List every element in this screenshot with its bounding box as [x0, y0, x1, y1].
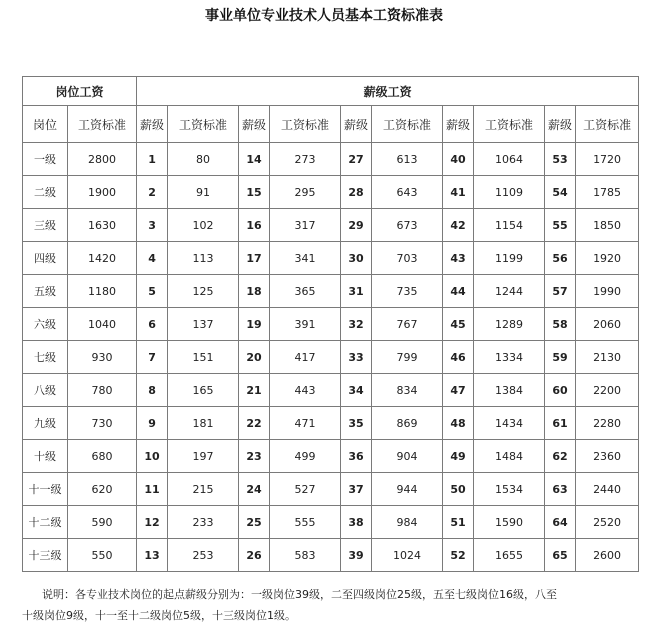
grade-cell: 56	[545, 242, 576, 275]
position-standard-cell: 590	[68, 506, 137, 539]
table-row	[23, 374, 639, 407]
grade-cell: 54	[545, 176, 576, 209]
grade-standard-cell: 137	[168, 308, 239, 341]
standard-column-header: 工资标准	[270, 106, 341, 143]
grade-standard-cell: 2360	[576, 440, 639, 473]
grade-standard-cell: 443	[270, 374, 341, 407]
table-row	[23, 341, 639, 374]
grade-standard-cell: 499	[270, 440, 341, 473]
grade-cell: 45	[443, 308, 474, 341]
grade-cell: 63	[545, 473, 576, 506]
table-row	[23, 242, 639, 275]
grade-standard-cell: 2600	[576, 539, 639, 572]
grade-cell: 32	[341, 308, 372, 341]
grade-standard-cell: 834	[372, 374, 443, 407]
position-level-cell: 八级	[23, 374, 68, 407]
grade-cell: 3	[137, 209, 168, 242]
grade-cell: 51	[443, 506, 474, 539]
position-standard-cell: 780	[68, 374, 137, 407]
grade-cell: 48	[443, 407, 474, 440]
grade-standard-cell: 2060	[576, 308, 639, 341]
table-row	[23, 539, 639, 572]
grade-standard-cell: 80	[168, 143, 239, 176]
standard-column-header: 工资标准	[372, 106, 443, 143]
table-row	[23, 440, 639, 473]
position-level-cell: 二级	[23, 176, 68, 209]
grade-cell: 40	[443, 143, 474, 176]
standard-column-header: 工资标准	[168, 106, 239, 143]
scale-salary-header: 薪级工资	[137, 77, 639, 106]
grade-cell: 50	[443, 473, 474, 506]
grade-standard-cell: 113	[168, 242, 239, 275]
table-row	[23, 308, 639, 341]
grade-cell: 11	[137, 473, 168, 506]
grade-cell: 37	[341, 473, 372, 506]
position-level-cell: 十三级	[23, 539, 68, 572]
grade-standard-cell: 1154	[474, 209, 545, 242]
grade-cell: 55	[545, 209, 576, 242]
table-body	[23, 77, 639, 572]
grade-standard-cell: 767	[372, 308, 443, 341]
grade-column-header: 薪级	[137, 106, 168, 143]
page-title: 事业单位专业技术人员基本工资标准表	[205, 8, 443, 24]
grade-cell: 19	[239, 308, 270, 341]
position-standard-cell: 1180	[68, 275, 137, 308]
grade-standard-cell: 1720	[576, 143, 639, 176]
grade-cell: 21	[239, 374, 270, 407]
position-standard-cell: 730	[68, 407, 137, 440]
position-salary-header: 岗位工资	[23, 77, 137, 106]
grade-cell: 13	[137, 539, 168, 572]
grade-standard-cell: 1484	[474, 440, 545, 473]
grade-cell: 47	[443, 374, 474, 407]
footnote-line-2: 十级岗位9级，十一至十二级岗位5级，十三级岗位1级。	[22, 609, 296, 622]
grade-standard-cell: 471	[270, 407, 341, 440]
grade-cell: 59	[545, 341, 576, 374]
grade-cell: 42	[443, 209, 474, 242]
grade-cell: 64	[545, 506, 576, 539]
grade-cell: 18	[239, 275, 270, 308]
grade-cell: 24	[239, 473, 270, 506]
grade-cell: 25	[239, 506, 270, 539]
grade-column-header: 薪级	[545, 106, 576, 143]
grade-standard-cell: 1064	[474, 143, 545, 176]
table-row	[23, 275, 639, 308]
grade-cell: 7	[137, 341, 168, 374]
grade-cell: 1	[137, 143, 168, 176]
position-standard-cell: 930	[68, 341, 137, 374]
grade-standard-cell: 904	[372, 440, 443, 473]
table-row	[23, 209, 639, 242]
grade-standard-cell: 102	[168, 209, 239, 242]
grade-cell: 34	[341, 374, 372, 407]
grade-cell: 38	[341, 506, 372, 539]
position-standard-cell: 1630	[68, 209, 137, 242]
grade-cell: 58	[545, 308, 576, 341]
grade-standard-cell: 984	[372, 506, 443, 539]
position-level-cell: 三级	[23, 209, 68, 242]
grade-cell: 29	[341, 209, 372, 242]
grade-standard-cell: 703	[372, 242, 443, 275]
grade-cell: 41	[443, 176, 474, 209]
grade-cell: 6	[137, 308, 168, 341]
grade-cell: 23	[239, 440, 270, 473]
position-level-cell: 六级	[23, 308, 68, 341]
grade-cell: 35	[341, 407, 372, 440]
grade-standard-cell: 673	[372, 209, 443, 242]
grade-standard-cell: 1434	[474, 407, 545, 440]
grade-cell: 52	[443, 539, 474, 572]
grade-standard-cell: 365	[270, 275, 341, 308]
grade-cell: 20	[239, 341, 270, 374]
grade-standard-cell: 2520	[576, 506, 639, 539]
grade-cell: 15	[239, 176, 270, 209]
grade-standard-cell: 643	[372, 176, 443, 209]
grade-cell: 12	[137, 506, 168, 539]
grade-standard-cell: 151	[168, 341, 239, 374]
grade-standard-cell: 197	[168, 440, 239, 473]
position-level-cell: 十二级	[23, 506, 68, 539]
position-level-cell: 七级	[23, 341, 68, 374]
grade-standard-cell: 1384	[474, 374, 545, 407]
table-row	[23, 506, 639, 539]
grade-standard-cell: 417	[270, 341, 341, 374]
grade-standard-cell: 341	[270, 242, 341, 275]
grade-standard-cell: 181	[168, 407, 239, 440]
grade-cell: 65	[545, 539, 576, 572]
position-level-cell: 十级	[23, 440, 68, 473]
grade-standard-cell: 527	[270, 473, 341, 506]
grade-standard-cell: 1590	[474, 506, 545, 539]
salary-table	[22, 76, 639, 572]
grade-standard-cell: 165	[168, 374, 239, 407]
position-standard-cell: 2800	[68, 143, 137, 176]
grade-standard-cell: 1655	[474, 539, 545, 572]
table-row	[23, 407, 639, 440]
grade-column-header: 薪级	[341, 106, 372, 143]
grade-cell: 61	[545, 407, 576, 440]
grade-standard-cell: 583	[270, 539, 341, 572]
grade-cell: 26	[239, 539, 270, 572]
column-header-row	[23, 106, 639, 143]
position-standard-cell: 1420	[68, 242, 137, 275]
grade-standard-cell: 1334	[474, 341, 545, 374]
grade-cell: 49	[443, 440, 474, 473]
grade-standard-cell: 869	[372, 407, 443, 440]
position-level-cell: 十一级	[23, 473, 68, 506]
grade-cell: 28	[341, 176, 372, 209]
grade-cell: 31	[341, 275, 372, 308]
grade-cell: 30	[341, 242, 372, 275]
grade-standard-cell: 1024	[372, 539, 443, 572]
grade-standard-cell: 735	[372, 275, 443, 308]
grade-standard-cell: 1534	[474, 473, 545, 506]
position-level-cell: 九级	[23, 407, 68, 440]
grade-cell: 5	[137, 275, 168, 308]
group-header-row	[23, 77, 639, 106]
grade-cell: 46	[443, 341, 474, 374]
grade-cell: 2	[137, 176, 168, 209]
position-standard-column-header: 工资标准	[68, 106, 137, 143]
grade-cell: 4	[137, 242, 168, 275]
grade-standard-cell: 253	[168, 539, 239, 572]
grade-standard-cell: 125	[168, 275, 239, 308]
grade-standard-cell: 2280	[576, 407, 639, 440]
footnote-line-1: 说明：各专业技术岗位的起点薪级分别为：一级岗位39级，二至四级岗位25级，五至七级岗位16级，八至	[42, 588, 557, 601]
grade-standard-cell: 555	[270, 506, 341, 539]
position-level-cell: 五级	[23, 275, 68, 308]
grade-standard-cell: 391	[270, 308, 341, 341]
grade-standard-cell: 799	[372, 341, 443, 374]
grade-cell: 10	[137, 440, 168, 473]
position-level-cell: 四级	[23, 242, 68, 275]
grade-cell: 39	[341, 539, 372, 572]
position-level-cell: 一级	[23, 143, 68, 176]
standard-column-header: 工资标准	[474, 106, 545, 143]
grade-column-header: 薪级	[239, 106, 270, 143]
grade-cell: 16	[239, 209, 270, 242]
grade-standard-cell: 1785	[576, 176, 639, 209]
grade-standard-cell: 613	[372, 143, 443, 176]
footnote	[22, 584, 630, 626]
grade-cell: 62	[545, 440, 576, 473]
grade-standard-cell: 1244	[474, 275, 545, 308]
table-row	[23, 473, 639, 506]
position-column-header: 岗位	[23, 106, 68, 143]
grade-standard-cell: 1920	[576, 242, 639, 275]
table-row	[23, 176, 639, 209]
grade-standard-cell: 2440	[576, 473, 639, 506]
position-standard-cell: 620	[68, 473, 137, 506]
grade-standard-cell: 1850	[576, 209, 639, 242]
position-standard-cell: 680	[68, 440, 137, 473]
grade-cell: 36	[341, 440, 372, 473]
table-row	[23, 143, 639, 176]
grade-standard-cell: 1199	[474, 242, 545, 275]
grade-standard-cell: 944	[372, 473, 443, 506]
grade-standard-cell: 2200	[576, 374, 639, 407]
grade-cell: 8	[137, 374, 168, 407]
grade-standard-cell: 233	[168, 506, 239, 539]
grade-cell: 53	[545, 143, 576, 176]
grade-standard-cell: 317	[270, 209, 341, 242]
grade-standard-cell: 215	[168, 473, 239, 506]
grade-cell: 27	[341, 143, 372, 176]
standard-column-header: 工资标准	[576, 106, 639, 143]
grade-standard-cell: 1990	[576, 275, 639, 308]
grade-cell: 14	[239, 143, 270, 176]
grade-standard-cell: 295	[270, 176, 341, 209]
grade-cell: 43	[443, 242, 474, 275]
position-standard-cell: 550	[68, 539, 137, 572]
grade-cell: 60	[545, 374, 576, 407]
grade-standard-cell: 91	[168, 176, 239, 209]
grade-cell: 22	[239, 407, 270, 440]
grade-standard-cell: 2130	[576, 341, 639, 374]
grade-cell: 33	[341, 341, 372, 374]
grade-standard-cell: 273	[270, 143, 341, 176]
grade-cell: 9	[137, 407, 168, 440]
grade-standard-cell: 1289	[474, 308, 545, 341]
grade-cell: 17	[239, 242, 270, 275]
grade-standard-cell: 1109	[474, 176, 545, 209]
position-standard-cell: 1900	[68, 176, 137, 209]
grade-cell: 57	[545, 275, 576, 308]
grade-cell: 44	[443, 275, 474, 308]
position-standard-cell: 1040	[68, 308, 137, 341]
grade-column-header: 薪级	[443, 106, 474, 143]
